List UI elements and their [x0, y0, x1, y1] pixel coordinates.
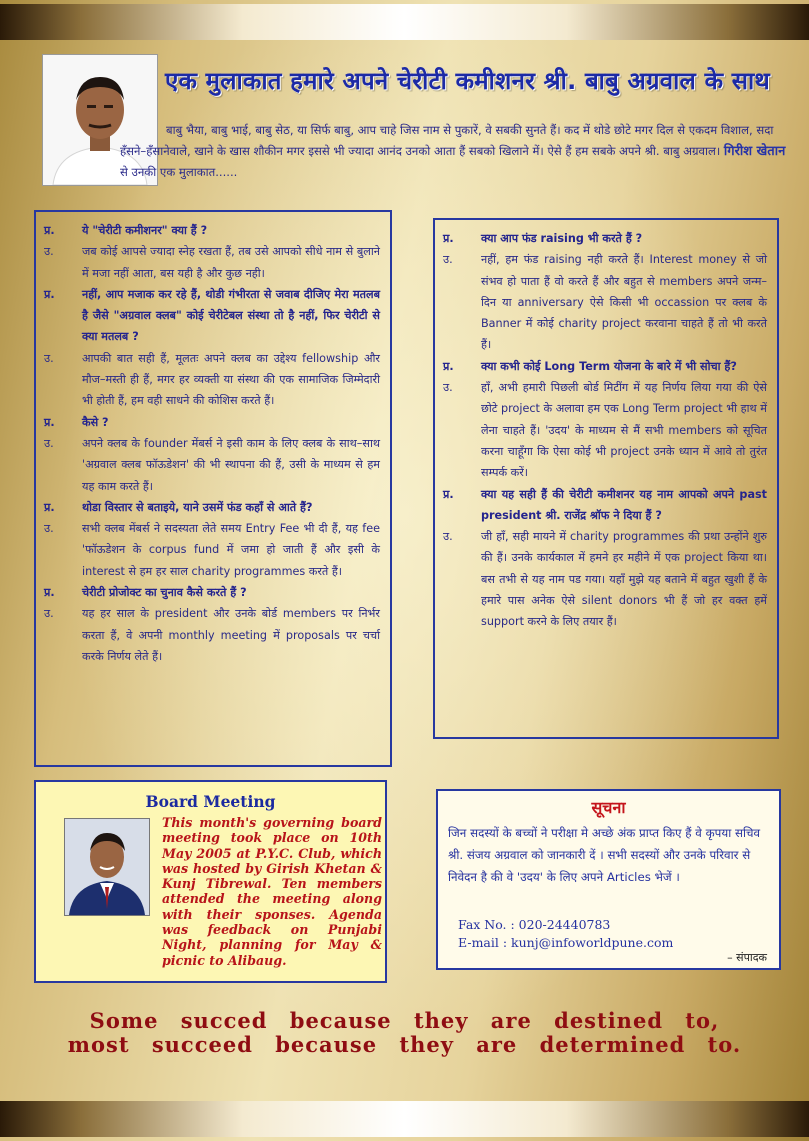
qa-right-column	[433, 218, 779, 739]
intro-paragraph	[120, 120, 790, 183]
page-title: एक मुलाकात हमारे अपने चेरीटी कमीशनर श्री. बाबु अग्रवाल के साथ	[165, 67, 770, 95]
quote-line-1: Some succed because they are destined to,	[89, 1008, 720, 1033]
notice-title: सूचना	[591, 798, 626, 817]
qa-answer: उ. नहीं, हम फंड raising नही करते हैं। Interest money से जो संभव हो पाता हैं वो करते हैं और बहुत से members अपने जन्म–दिन या anniversary ऐसे किसी भी occassion पर क्लब के Banner में कोई charity project करवाना चाहते हैं तो भी करते हैं।	[443, 253, 767, 352]
fax-number: Fax No. : 020-24440783	[458, 917, 611, 932]
qa-question: प्र. चेरीटी प्रोजोक्ट का चुनाव कैसे करते हैं ?	[44, 586, 247, 600]
quote-line-2: most succeed because they are determined to.	[67, 1032, 742, 1057]
qa-answer: उ. जब कोई आपसे ज्यादा स्नेह रखता हैं, तब उसे आपको सीधे नाम से बुलाने में मजा नहीं आता, बस यही है और कुछ नही।	[44, 245, 380, 280]
interviewer-name: गिरीश खेतान	[723, 144, 786, 159]
qa-question: प्र. क्या कभी कोई Long Term योजना के बारे में भी सोचा हैं?	[443, 359, 737, 373]
qa-answer: उ. हाँ, अभी हमारी पिछली बोर्ड मिटींग में यह निर्णय लिया गया की ऐसे छोटे project के अलावा हम एक Long Term project भी हाथ में लेना चाहते हैं। 'उदय' के माध्यम से मैं सभी members को सूचित करना चाहूँगा कि ऐसा कोई भी project उनके ध्यान में आवे तो तुरंत सम्पर्क करें।	[443, 381, 767, 480]
qa-answer: उ. आपकी बात सही हैं, मूलतः अपने क्लब का उद्देश्य fellowship और मौज–मस्ती ही हैं, मगर हर व्यक्ती या संस्था की एक सामाजिक जिम्मेदारी भी होती हैं, हम वही साधने की कोशिस करते हैं।	[44, 351, 380, 408]
notice-box	[436, 789, 781, 970]
board-meeting-title: Board Meeting	[145, 792, 276, 811]
qa-answer: उ. सभी क्लब मेंबर्स ने सदस्यता लेते समय Entry Fee भी दी हैं, यह fee 'फॉऊडेशन के corpus fund में जमा हो जाती हैं और इसी के interest से हम हर साल charity programmes करते हैं।	[44, 522, 380, 578]
motivational-quote	[0, 1009, 809, 1057]
intro-text: बाबु भैया, बाबु भाई, बाबु सेठ, या सिर्फ बाबु, आप चाहे जिस नाम से पुकारें, वे सबकी सुनते हैं। कद में थोडे छोटे मगर दिल से एकदम विशाल, सदा हँसने–हँसानेवाले, खाने के खास शौकीन मगर इससे भी ज्यादा आनंद उनको आता हैं सबको खिलाने में। ऐसे हैं हम सबके अपने श्री. बाबु अग्रवाल।	[120, 123, 774, 158]
qa-answer: उ. जी हाँ, सही मायने में charity programmes की प्रथा उन्होंने शुरु की हैं। उनके कार्यकाल में हमने हर महीने में एक project किया था। बस तभी से यह नाम पड गया। यहाँ मुझे यह बताने में बहुत खुशी हैं के हमारे पास अनेक ऐसे silent donors भी हैं जो हर वक्त हमें support करने के लिए तयार हैं।	[443, 530, 767, 629]
top-decorative-bar	[0, 4, 809, 40]
qa-question: प्र. कैसे ?	[44, 415, 109, 429]
board-meeting-text: This month's governing board meeting took place on 10th May 2005 at P.Y.C. Club, which was hosted by Girish Khetan & Kunj Tibrewal. Ten members attended the meeting along with their sponses. Agenda was feedback on Punjabi Night, planning for May & picnic to Alibaug.	[162, 815, 382, 968]
qa-answer: उ. अपने क्लब के founder मेंबर्स ने इसी काम के लिए क्लब के साथ–साथ 'अग्रवाल क्लब फॉऊडेशन' की भी स्थापना की हैं, उसी के माध्यम से हम यह काम करते हैं।	[44, 436, 380, 493]
qa-answer: उ. यह हर साल के president और उनके बोर्ड members पर निर्भर करता हैं, वे अपनी monthly meeting में proposals पर चर्चा करके निर्णय लेते हैं।	[44, 607, 380, 663]
qa-question: प्र. नहीं, आप मजाक कर रहे हैं, थोडी गंभीरता से जवाब दीजिए मेरा मतलब है जैसे "अग्रवाल क्लब" कोई चेरीटेबल संस्था तो है नहीं, फिर चेरीटी से क्या मतलब ?	[44, 287, 380, 344]
notice-contact	[458, 916, 774, 952]
intro-tail: से उनकी एक मुलाकात......	[120, 165, 238, 179]
qa-question: प्र. ये "चेरीटी कमीशनर" क्या हैं ?	[44, 224, 208, 237]
qa-question: प्र. क्या यह सही हैं की चेरीटी कमीशनर यह नाम आपको अपने past president श्री. राजेंद्र श्रॉफ ने दिया हैं ?	[443, 487, 767, 522]
notice-body: जिन सदस्यों के बच्चों ने परीक्षा मे अच्छे अंक प्राप्त किए हैं वे कृपया सचिव श्री. संजय अग्रवाल को जानकारी दें । सभी सदस्यों और उनके परिवार से निवेदन है की वे 'उदय' के लिए अपने Articles भेजें ।	[448, 826, 761, 884]
qa-question: प्र. क्या आप फंड raising भी करते हैं ?	[443, 232, 643, 245]
qa-question: प्र. थोडा विस्तार से बताइये, याने उसमें फंड कहाँ से आते हैं?	[44, 500, 313, 514]
email-address: E-mail : kunj@infoworldpune.com	[458, 935, 674, 950]
editor-signature: – संपादक	[727, 951, 767, 964]
board-meeting-box	[34, 780, 387, 983]
bottom-decorative-bar	[0, 1101, 809, 1137]
qa-left-column	[34, 210, 392, 767]
